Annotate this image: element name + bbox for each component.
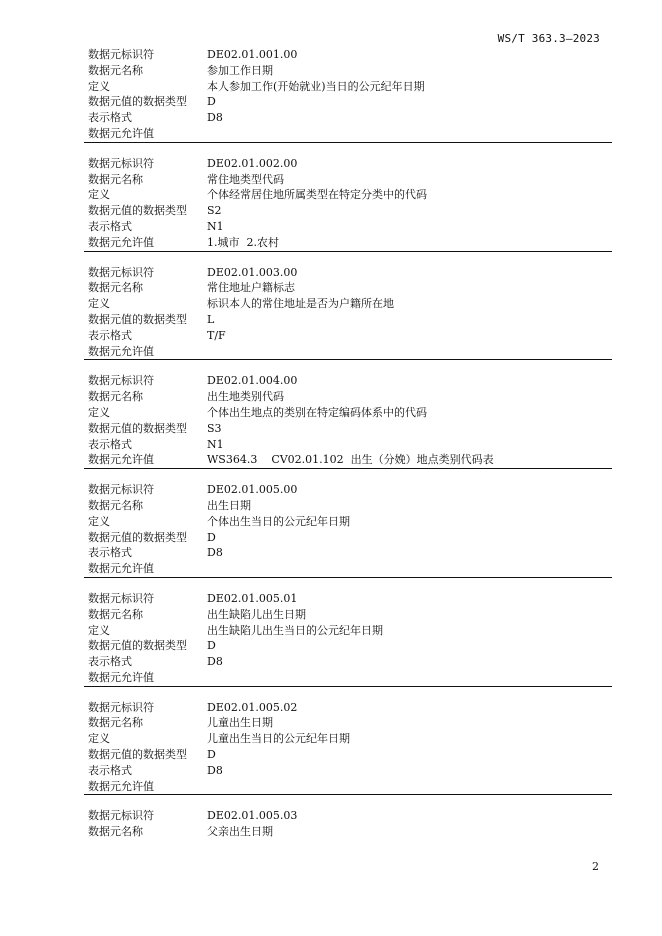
identifier-value: DE02.01.005.00: [207, 483, 298, 497]
data-type-label: 数据元值的数据类型: [88, 312, 187, 326]
data-type-value: S3: [207, 421, 222, 435]
name-value: 参加工作日期: [207, 63, 273, 77]
name-label: 数据元名称: [88, 63, 143, 77]
data-type-row: [88, 638, 612, 654]
name-value: 出生日期: [207, 498, 251, 512]
page-number: 2: [592, 860, 599, 873]
data-type-value: D: [207, 530, 216, 544]
allowed-values-row: [88, 235, 612, 251]
format-row: [88, 328, 612, 344]
identifier-value: DE02.01.005.02: [207, 700, 298, 714]
definition-row: [88, 187, 612, 203]
name-value: 出生地类别代码: [207, 390, 284, 404]
definition-label: 定义: [88, 297, 110, 311]
definition-row: [88, 405, 612, 421]
data-element-record: [84, 265, 612, 361]
format-label: 表示格式: [88, 655, 132, 669]
format-row: [88, 437, 612, 453]
format-row: [88, 763, 612, 779]
format-label: 表示格式: [88, 763, 132, 777]
data-type-row: [88, 94, 612, 110]
format-value: D8: [207, 546, 223, 560]
format-label: 表示格式: [88, 111, 132, 125]
format-value: N1: [207, 437, 224, 451]
definition-label: 定义: [88, 405, 110, 419]
allowed-values-label: 数据元允许值: [88, 344, 154, 358]
allowed-values-value: WS364.3 CV02.01.102 出生（分娩）地点类别代码表: [207, 453, 494, 467]
definition-value: 个体出生当日的公元纪年日期: [207, 514, 350, 528]
identifier-row: [88, 373, 612, 389]
name-row: [88, 172, 612, 188]
definition-row: [88, 731, 612, 747]
data-element-record: [84, 156, 612, 252]
identifier-label: 数据元标识符: [88, 265, 154, 279]
standard-code: WS/T 363.3—2023: [497, 32, 600, 45]
format-row: [88, 654, 612, 670]
allowed-values-label: 数据元允许值: [88, 453, 154, 467]
format-label: 表示格式: [88, 546, 132, 560]
identifier-value: DE02.01.005.03: [207, 809, 298, 823]
name-value: 父亲出生日期: [207, 825, 273, 839]
format-value: N1: [207, 219, 224, 233]
name-value: 常住地类型代码: [207, 172, 284, 186]
name-label: 数据元名称: [88, 825, 143, 839]
data-type-row: [88, 312, 612, 328]
name-label: 数据元名称: [88, 716, 143, 730]
data-element-record: [84, 700, 612, 796]
definition-label: 定义: [88, 79, 110, 93]
format-label: 表示格式: [88, 328, 132, 342]
data-type-row: [88, 203, 612, 219]
definition-label: 定义: [88, 514, 110, 528]
data-type-row: [88, 747, 612, 763]
format-value: T/F: [207, 328, 226, 342]
data-type-value: L: [207, 312, 215, 326]
definition-value: 儿童出生当日的公元纪年日期: [207, 732, 350, 746]
identifier-row: [88, 482, 612, 498]
identifier-value: DE02.01.004.00: [207, 374, 298, 388]
name-value: 常住地址户籍标志: [207, 281, 295, 295]
allowed-values-label: 数据元允许值: [88, 235, 154, 249]
identifier-label: 数据元标识符: [88, 156, 154, 170]
data-type-value: D: [207, 639, 216, 653]
data-type-label: 数据元值的数据类型: [88, 95, 187, 109]
identifier-label: 数据元标识符: [88, 483, 154, 497]
allowed-values-label: 数据元允许值: [88, 126, 154, 140]
format-value: D8: [207, 111, 223, 125]
definition-label: 定义: [88, 732, 110, 746]
name-label: 数据元名称: [88, 498, 143, 512]
identifier-label: 数据元标识符: [88, 591, 154, 605]
data-type-label: 数据元值的数据类型: [88, 639, 187, 653]
data-type-label: 数据元值的数据类型: [88, 204, 187, 218]
format-row: [88, 545, 612, 561]
allowed-values-label: 数据元允许值: [88, 562, 154, 576]
data-element-record: [84, 808, 612, 840]
name-row: [88, 607, 612, 623]
allowed-values-row: [88, 779, 612, 795]
name-row: [88, 280, 612, 296]
allowed-values-row: [88, 452, 612, 468]
name-row: [88, 63, 612, 79]
allowed-values-row: [88, 561, 612, 577]
identifier-value: DE02.01.005.01: [207, 591, 298, 605]
allowed-values-label: 数据元允许值: [88, 670, 154, 684]
identifier-row: [88, 808, 612, 824]
definition-label: 定义: [88, 623, 110, 637]
definition-value: 个体出生地点的类别在特定编码体系中的代码: [207, 405, 427, 419]
name-label: 数据元名称: [88, 607, 143, 621]
identifier-label: 数据元标识符: [88, 700, 154, 714]
identifier-label: 数据元标识符: [88, 809, 154, 823]
allowed-values-row: [88, 670, 612, 686]
data-type-value: D: [207, 95, 216, 109]
data-type-label: 数据元值的数据类型: [88, 530, 187, 544]
allowed-values-value: 1.城市 2.农村: [207, 235, 279, 249]
name-label: 数据元名称: [88, 390, 143, 404]
data-element-record: [84, 482, 612, 578]
data-type-value: S2: [207, 204, 222, 218]
definition-label: 定义: [88, 188, 110, 202]
data-type-label: 数据元值的数据类型: [88, 748, 187, 762]
data-type-row: [88, 421, 612, 437]
identifier-row: [88, 265, 612, 281]
definition-row: [88, 296, 612, 312]
format-value: D8: [207, 763, 223, 777]
data-type-value: D: [207, 748, 216, 762]
format-value: D8: [207, 655, 223, 669]
name-value: 出生缺陷儿出生日期: [207, 607, 306, 621]
name-row: [88, 715, 612, 731]
definition-value: 标识本人的常住地址是否为户籍所在地: [207, 297, 394, 311]
identifier-value: DE02.01.001.00: [207, 48, 298, 61]
identifier-label: 数据元标识符: [88, 48, 154, 61]
name-label: 数据元名称: [88, 281, 143, 295]
name-row: [88, 498, 612, 514]
data-element-record: [84, 373, 612, 469]
data-element-records: [84, 47, 612, 840]
identifier-row: [88, 591, 612, 607]
definition-row: [88, 623, 612, 639]
definition-value: 本人参加工作(开始就业)当日的公元纪年日期: [207, 79, 425, 93]
format-label: 表示格式: [88, 219, 132, 233]
allowed-values-row: [88, 126, 612, 142]
format-label: 表示格式: [88, 437, 132, 451]
name-row: [88, 389, 612, 405]
name-label: 数据元名称: [88, 172, 143, 186]
identifier-value: DE02.01.002.00: [207, 156, 298, 170]
name-value: 儿童出生日期: [207, 716, 273, 730]
identifier-label: 数据元标识符: [88, 374, 154, 388]
format-row: [88, 110, 612, 126]
format-row: [88, 219, 612, 235]
definition-row: [88, 514, 612, 530]
data-type-row: [88, 530, 612, 546]
name-row: [88, 824, 612, 840]
allowed-values-row: [88, 344, 612, 360]
identifier-value: DE02.01.003.00: [207, 265, 298, 279]
definition-row: [88, 79, 612, 95]
data-element-record: [84, 47, 612, 143]
definition-value: 出生缺陷儿出生当日的公元纪年日期: [207, 623, 383, 637]
definition-value: 个体经常居住地所属类型在特定分类中的代码: [207, 188, 427, 202]
identifier-row: [88, 47, 612, 63]
identifier-row: [88, 700, 612, 716]
identifier-row: [88, 156, 612, 172]
data-element-record: [84, 591, 612, 687]
data-type-label: 数据元值的数据类型: [88, 421, 187, 435]
allowed-values-label: 数据元允许值: [88, 779, 154, 793]
